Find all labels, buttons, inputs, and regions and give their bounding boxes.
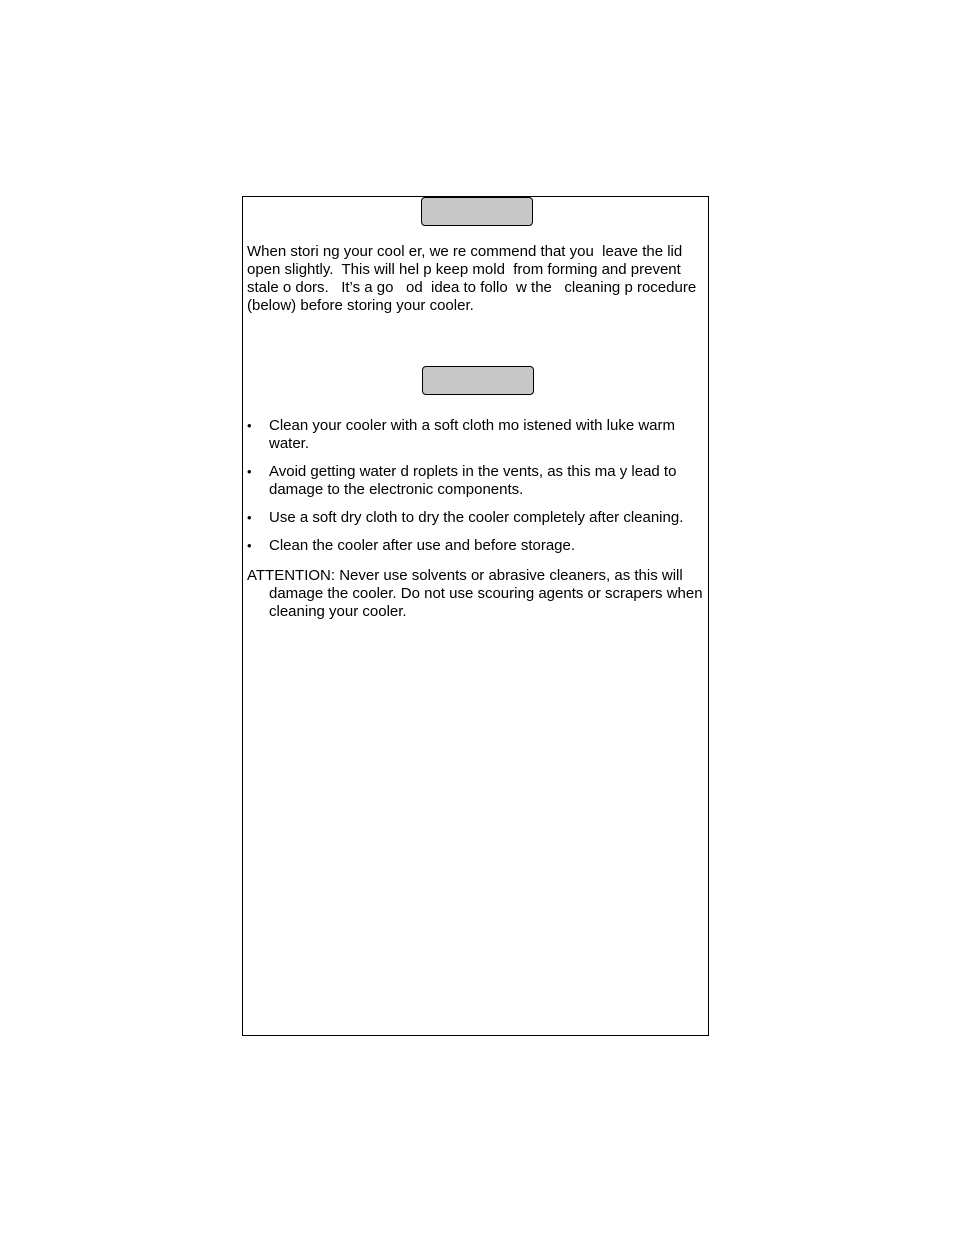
cleaning-list	[247, 417, 709, 565]
bullet-icon: •	[247, 418, 252, 433]
bullet-icon: •	[247, 538, 252, 553]
list-item-text: Avoid getting water d roplets in the vents, as this ma y lead to damage to the electronic components.	[269, 463, 677, 498]
list-item	[247, 509, 709, 527]
bullet-icon: •	[247, 510, 252, 525]
list-item-text: Clean the cooler after use and before storage.	[269, 537, 576, 554]
attention-note: ATTENTION: Never use solvents or abrasive cleaners, as this will damage the cooler. Do not use scouring agents or scrapers when cleaning your cooler.	[247, 567, 703, 620]
storage-section-tab	[421, 197, 533, 226]
bullet-icon: •	[247, 464, 252, 479]
list-item	[247, 537, 709, 555]
cleaning-section-tab	[422, 366, 534, 395]
list-item-text: Use a soft dry cloth to dry the cooler completely after cleaning.	[269, 509, 684, 526]
list-item	[247, 463, 709, 499]
storage-paragraph: When stori ng your cool er, we re commend that you leave the lid open slightly. This will hel p keep mold from forming and prevent stale o dors. It’s a go od idea to follo w the cleaning p rocedure (below) before storing your cooler.	[247, 243, 697, 314]
manual-page-frame	[242, 196, 709, 1036]
list-item-text: Clean your cooler with a soft cloth mo istened with luke warm water.	[269, 417, 676, 452]
list-item	[247, 417, 709, 453]
